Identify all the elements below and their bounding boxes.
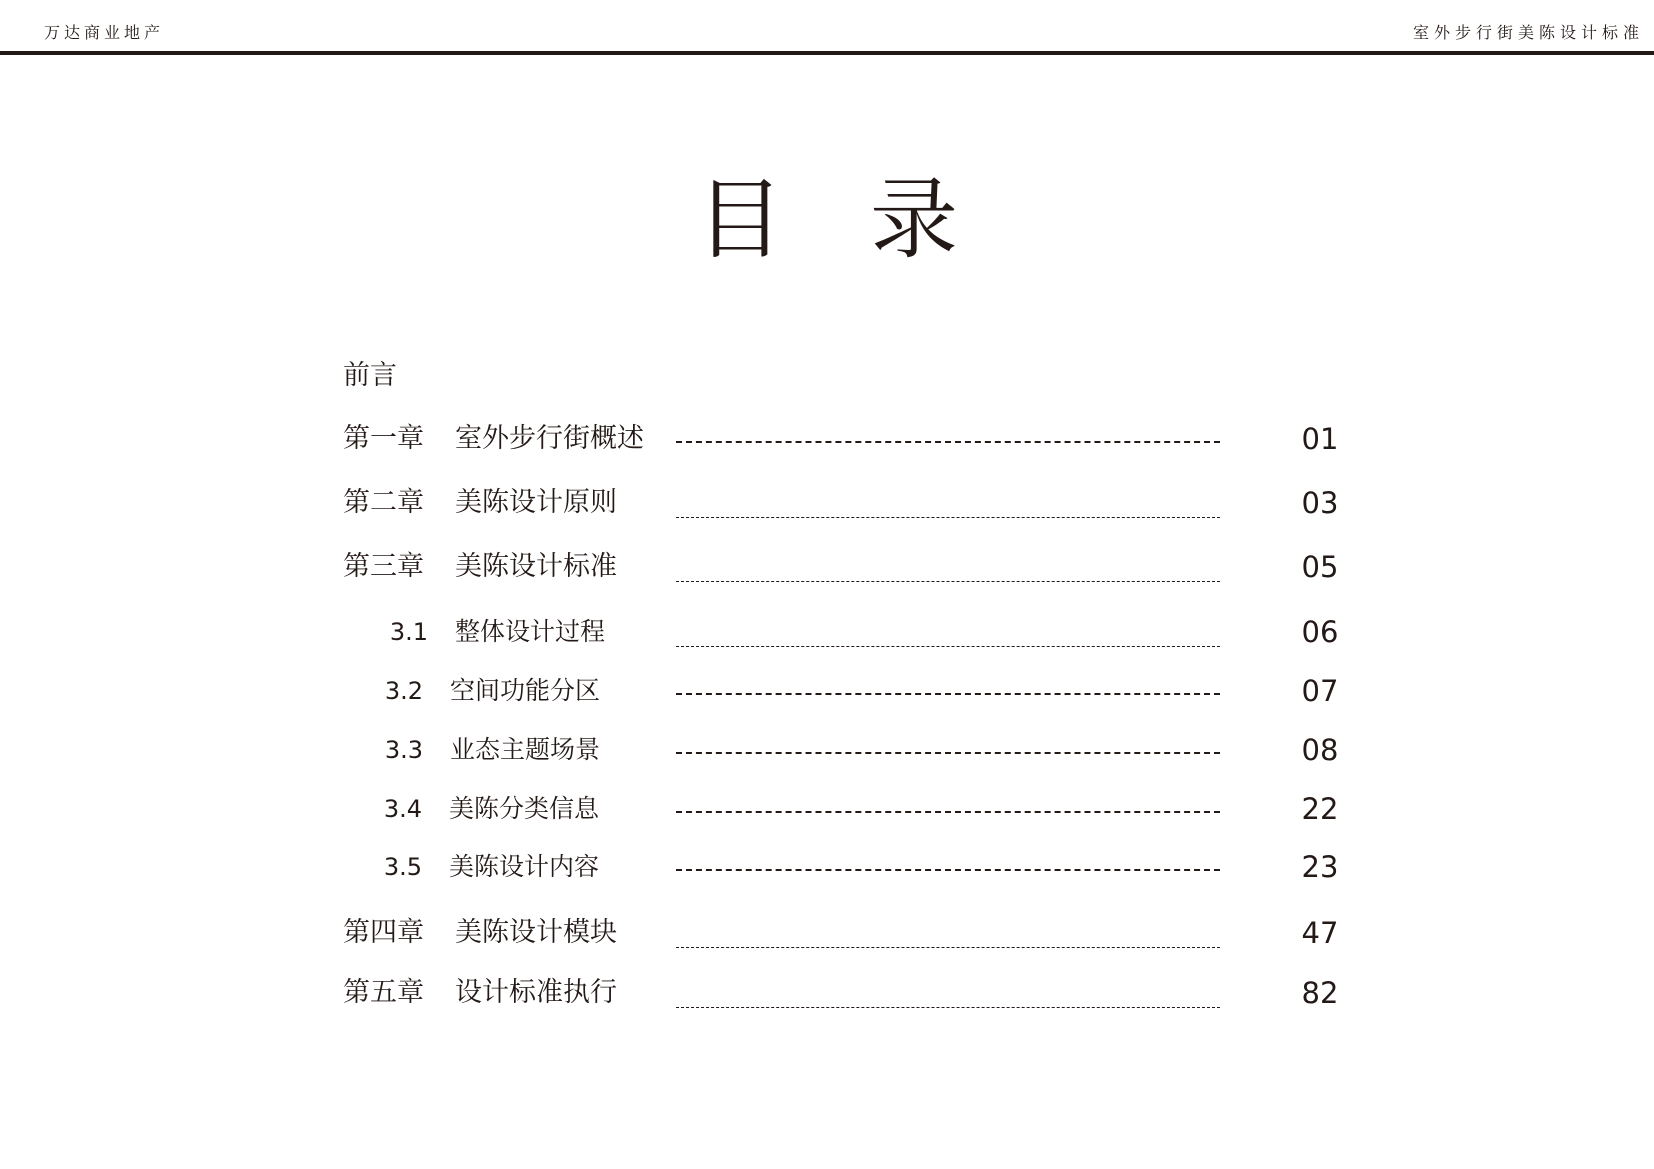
toc-page-number: 47	[1301, 916, 1339, 950]
toc-dot-leader	[676, 693, 1220, 695]
toc-page-number: 08	[1301, 733, 1339, 767]
toc-page-number: 82	[1301, 976, 1339, 1010]
toc-entry-chapter-2[interactable]	[0, 483, 1654, 523]
toc-entry-section-3-5[interactable]	[0, 847, 1654, 887]
toc-entry-title: 美陈设计原则	[455, 487, 617, 518]
toc-entry-title: 设计标准执行	[455, 977, 617, 1008]
header-document-title: 室外步行街美陈设计标准	[1412, 23, 1644, 42]
toc-page-number: 23	[1301, 850, 1339, 884]
toc-chapter-label: 第三章	[343, 551, 424, 582]
header-rule	[0, 51, 1654, 55]
toc-entry-chapter-3[interactable]	[0, 547, 1654, 587]
toc-entry-chapter-1[interactable]	[0, 419, 1654, 459]
toc-entry-title: 美陈设计内容	[449, 852, 600, 881]
toc-page-number: 06	[1301, 615, 1339, 649]
toc-entry-title: 美陈分类信息	[449, 794, 600, 823]
toc-chapter-label: 第一章	[343, 423, 424, 454]
toc-entry-section-3-3[interactable]	[0, 730, 1654, 770]
toc-entry-title: 业态主题场景	[450, 735, 601, 764]
toc-dot-leader	[676, 441, 1220, 443]
toc-dot-leader	[676, 869, 1220, 871]
toc-entry-section-3-4[interactable]	[0, 789, 1654, 829]
toc-entry-title: 空间功能分区	[450, 676, 601, 705]
toc-section-number: 3.5	[383, 853, 422, 881]
toc-page-number: 01	[1301, 422, 1339, 456]
toc-preface[interactable]: 前言	[343, 360, 397, 391]
toc-entry-title: 美陈设计模块	[455, 917, 617, 948]
toc-page-number: 05	[1301, 550, 1339, 584]
page-title-char-1: 目	[695, 168, 784, 271]
toc-page-number: 03	[1301, 486, 1339, 520]
toc-dot-leader	[676, 811, 1220, 813]
toc-section-number: 3.2	[384, 677, 423, 705]
toc-entry-section-3-1[interactable]	[0, 612, 1654, 652]
toc-entry-title: 整体设计过程	[455, 617, 606, 646]
toc-chapter-label: 第二章	[343, 487, 424, 518]
toc-section-number: 3.3	[384, 736, 423, 764]
toc-dot-leader	[676, 1007, 1220, 1008]
toc-dot-leader	[676, 517, 1220, 518]
toc-dot-leader	[676, 581, 1220, 582]
toc-entry-title: 美陈设计标准	[455, 551, 617, 582]
header-company-name: 万达商业地产	[44, 23, 165, 42]
toc-dot-leader	[676, 646, 1220, 647]
toc-entry-chapter-4[interactable]	[0, 913, 1654, 953]
page-title-char-2: 录	[870, 168, 959, 271]
toc-dot-leader	[676, 752, 1220, 754]
toc-entry-section-3-2[interactable]	[0, 671, 1654, 711]
toc-entry-chapter-5[interactable]	[0, 973, 1654, 1013]
toc-entry-title: 室外步行街概述	[455, 423, 644, 454]
toc-section-number: 3.1	[389, 618, 428, 646]
toc-page-number: 22	[1301, 792, 1339, 826]
toc-page-number: 07	[1301, 674, 1339, 708]
toc-chapter-label: 第五章	[343, 977, 424, 1008]
toc-dot-leader	[676, 947, 1220, 948]
toc-chapter-label: 第四章	[343, 917, 424, 948]
page-title	[0, 165, 1654, 275]
toc-section-number: 3.4	[383, 795, 422, 823]
